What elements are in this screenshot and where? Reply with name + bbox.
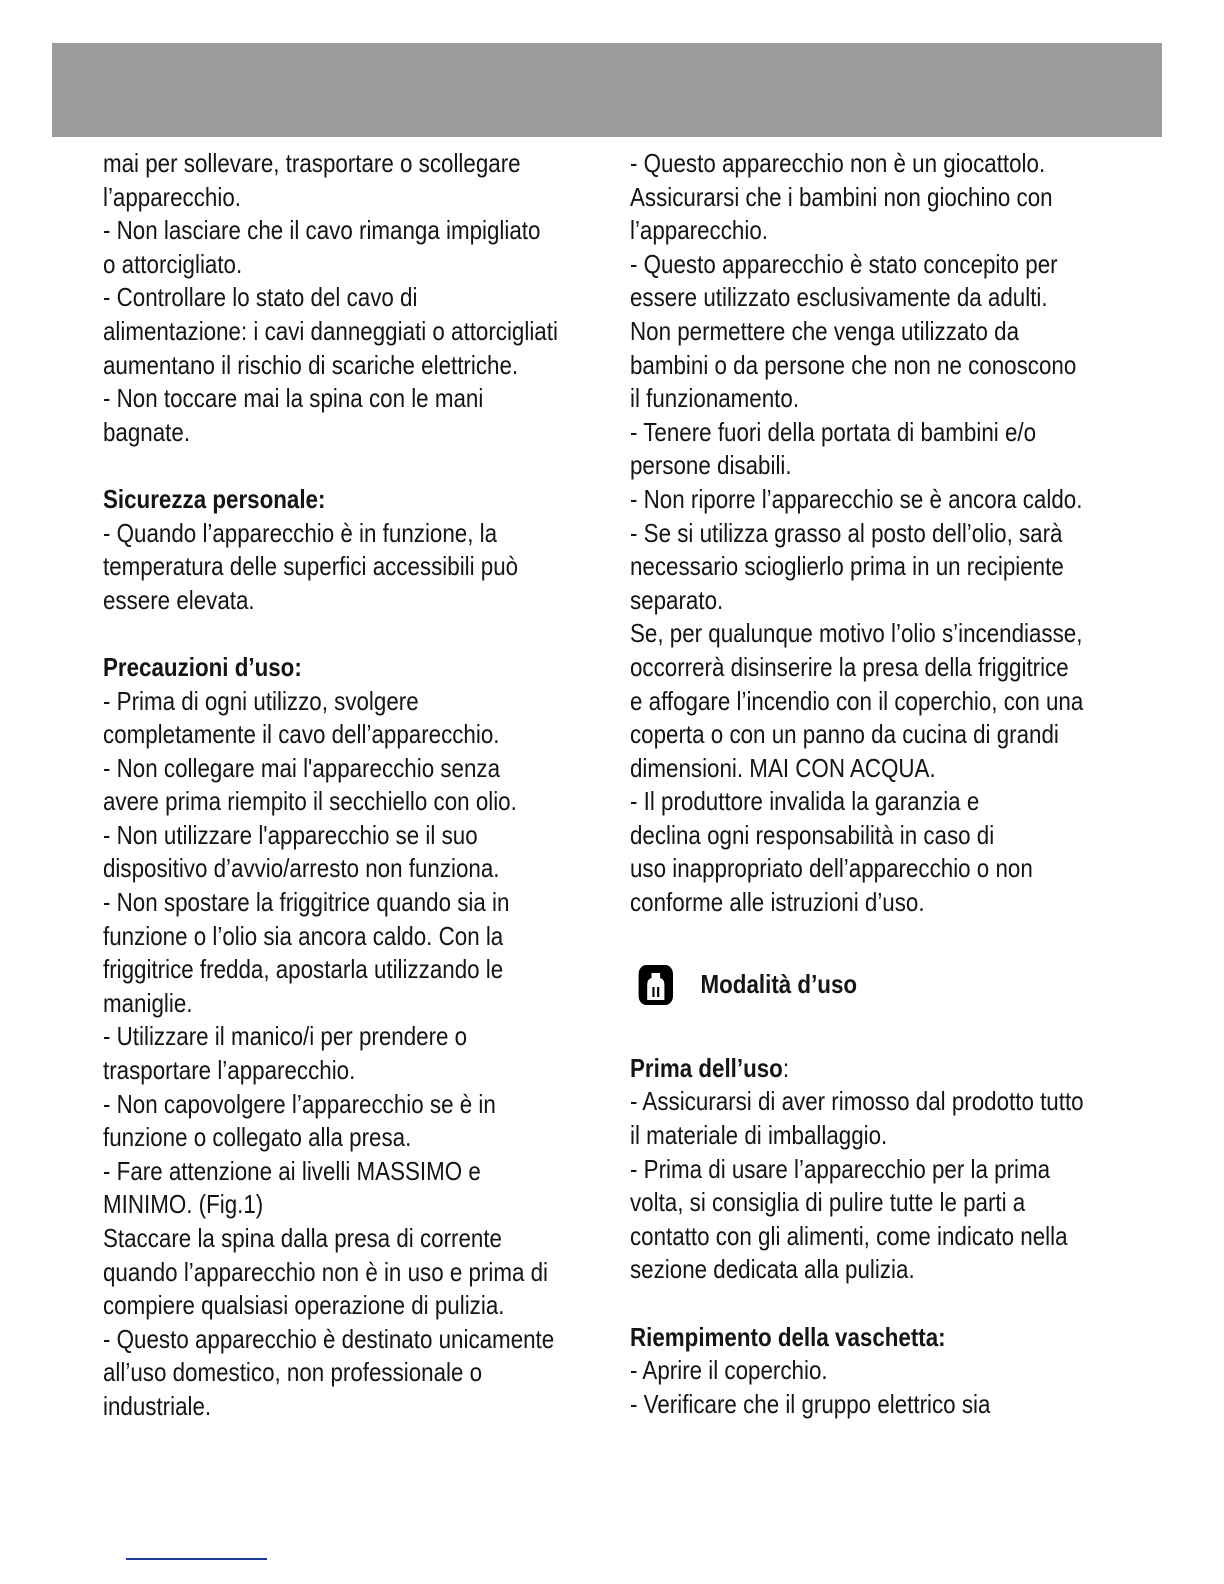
section-title: Modalità d’uso	[700, 968, 858, 999]
text-line: sezione dedicata alla pulizia.	[630, 1254, 915, 1285]
text-line: temperatura delle superfici accessibili può	[103, 551, 519, 582]
text-line: friggitrice fredda, apostarla utilizzando le	[103, 954, 504, 985]
text-line: persone disabili.	[630, 450, 792, 481]
text-line: contatto con gli alimenti, come indicato nella	[630, 1220, 1068, 1251]
text-line: Se, per qualunque motivo l’olio s’incendiasse,	[630, 618, 1083, 649]
text-line: funzione o l’olio sia ancora caldo. Con la	[103, 920, 504, 951]
text-line: conforme alle istruzioni d’uso.	[630, 887, 925, 918]
text-line: - Fare attenzione ai livelli MASSIMO e	[103, 1155, 481, 1186]
text-line: - Utilizzare il manico/i per prendere o	[103, 1021, 468, 1052]
heading-riempimento: Riempimento della vaschetta:	[630, 1321, 946, 1352]
text-line: mai per sollevare, trasportare o scollegare	[103, 148, 521, 178]
text-line: - Non toccare mai la spina con le mani	[103, 383, 484, 414]
text-line: dimensioni. MAI CON ACQUA.	[630, 752, 936, 783]
fryer-icon	[637, 963, 675, 1007]
text-line: - Non spostare la friggitrice quando sia in	[103, 887, 510, 918]
text-line: coperta o con un panno da cucina di grandi	[630, 719, 1059, 750]
text-line: all’uso domestico, non professionale o	[103, 1357, 483, 1388]
text-line: bagnate.	[103, 416, 191, 447]
text-line: Assicurarsi che i bambini non giochino con	[630, 181, 1053, 212]
text-line: essere elevata.	[103, 584, 255, 615]
text-line: volta, si consiglia di pulire tutte le parti a	[630, 1187, 1026, 1218]
text-line: - Aprire il coperchio.	[630, 1355, 828, 1386]
spacer	[103, 449, 585, 483]
header-bar	[52, 43, 1162, 137]
text-line: uso inappropriato dell’apparecchio o non	[630, 853, 1033, 884]
text-line: l’apparecchio.	[630, 215, 768, 246]
text-line: maniglie.	[103, 987, 193, 1018]
spacer	[630, 1287, 1137, 1321]
text-line: il funzionamento.	[630, 383, 800, 414]
text-line: - Non utilizzare l'apparecchio se il suo	[103, 819, 478, 850]
text-line: - Prima di usare l’apparecchio per la prima	[630, 1153, 1051, 1184]
text-line: - Controllare lo stato del cavo di	[103, 282, 418, 313]
text-line: declina ogni responsabilità in caso di	[630, 819, 995, 850]
text-line: l’apparecchio.	[103, 181, 241, 212]
text-line: o attorcigliato.	[103, 248, 243, 279]
text-line: aumentano il rischio di scariche elettriche.	[103, 349, 519, 380]
text-line: completamente il cavo dell’apparecchio.	[103, 719, 500, 750]
text-line: avere prima riempito il secchiello con olio.	[103, 786, 517, 817]
text-line: trasportare l’apparecchio.	[103, 1055, 356, 1086]
text-line: - Assicurarsi di aver rimosso dal prodotto tutto	[630, 1086, 1084, 1117]
text-line: necessario scioglierlo prima in un recipiente	[630, 551, 1064, 582]
text-line: - Questo apparecchio è stato concepito per	[630, 248, 1058, 279]
text-line: - Quando l’apparecchio è in funzione, la	[103, 517, 498, 548]
spacer	[630, 920, 1137, 954]
text-line: il materiale di imballaggio.	[630, 1120, 888, 1151]
text-line: separato.	[630, 584, 724, 615]
text-line: bambini o da persone che non ne conoscono	[630, 349, 1077, 380]
heading-prima-uso	[630, 1052, 1137, 1086]
text-line: - Tenere fuori della portata di bambini e/o	[630, 416, 1037, 447]
text-line: - Verificare che il gruppo elettrico sia	[630, 1388, 991, 1419]
footer-rule	[126, 1558, 267, 1560]
left-column	[103, 147, 585, 1424]
text-line: e affogare l’incendio con il coperchio, con una	[630, 685, 1084, 716]
text-line: - Non riporre l’apparecchio se è ancora caldo.	[630, 483, 1083, 514]
section-modalita-uso	[630, 951, 1137, 1018]
text-line: funzione o collegato alla presa.	[103, 1122, 412, 1153]
text-line: - Non lasciare che il cavo rimanga impigliato	[103, 215, 541, 246]
text-line: occorrerà disinserire la presa della friggitrice	[630, 651, 1069, 682]
text-line: - Non collegare mai l'apparecchio senza	[103, 752, 501, 783]
text-line: Staccare la spina dalla presa di corrente	[103, 1223, 502, 1253]
text-line: essere utilizzato esclusivamente da adulti.	[630, 282, 1048, 313]
text-line: dispositivo d’avvio/arresto non funziona.	[103, 853, 500, 884]
text-line: Non permettere che venga utilizzato da	[630, 315, 1020, 346]
heading-text: Prima dell’uso	[630, 1052, 783, 1083]
text-line: - Questo apparecchio non è un giocattolo.	[630, 148, 1046, 178]
text-line: - Prima di ogni utilizzo, svolgere	[103, 685, 419, 716]
right-column	[630, 147, 1137, 1421]
spacer	[630, 1018, 1137, 1052]
text-line: - Questo apparecchio è destinato unicamente	[103, 1323, 555, 1354]
heading-precauzioni-uso: Precauzioni d’uso:	[103, 651, 302, 682]
heading-sicurezza-personale: Sicurezza personale:	[103, 483, 326, 514]
text-line: quando l’apparecchio non è in uso e prima di	[103, 1256, 549, 1287]
text-line: alimentazione: i cavi danneggiati o attorcigliati	[103, 315, 558, 346]
text-line: - Il produttore invalida la garanzia e	[630, 786, 980, 817]
text-line: - Non capovolgere l’apparecchio se è in	[103, 1088, 496, 1119]
text-line: compiere qualsiasi operazione di pulizia.	[103, 1290, 505, 1321]
text-line: industriale.	[103, 1390, 212, 1421]
heading-colon: :	[782, 1052, 790, 1083]
text-line: MINIMO. (Fig.1)	[103, 1189, 264, 1220]
spacer	[103, 617, 585, 651]
text-line: - Se si utilizza grasso al posto dell’olio, sarà	[630, 517, 1063, 548]
